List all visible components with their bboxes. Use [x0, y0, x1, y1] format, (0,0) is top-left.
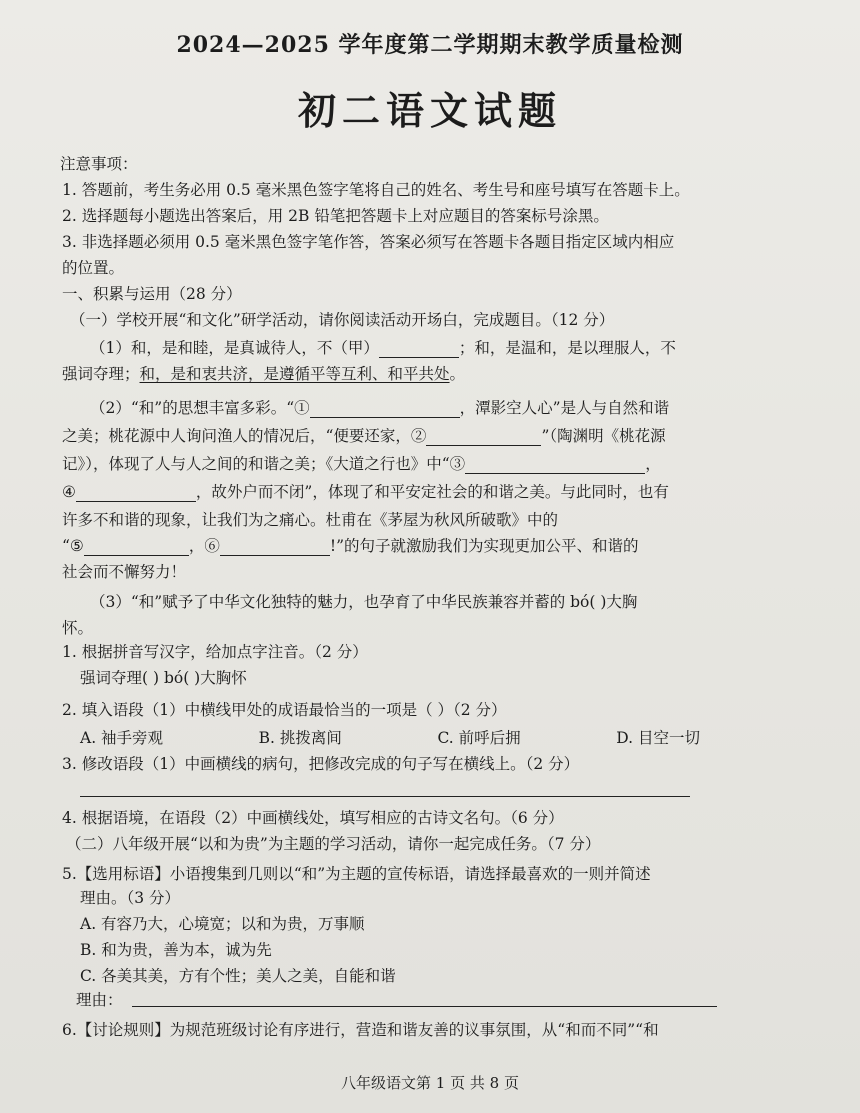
option-c[interactable]: C. 前呼后拥: [437, 729, 521, 747]
blank-3[interactable]: [465, 457, 645, 474]
text: ，⑥: [188, 537, 220, 555]
subject-title: 初二语文试题: [297, 88, 562, 133]
question-5: 5.【选用标语】小语搜集到几则以“和”为主题的宣传标语，请选择最喜欢的一则并简述: [62, 865, 651, 883]
blank-5[interactable]: [84, 539, 189, 556]
question-4: 4. 根据语境，在语段（2）中画横线处，填写相应的古诗文名句。（6 分）: [62, 809, 564, 827]
option-d[interactable]: D. 目空一切: [616, 729, 700, 747]
text: “⑤: [62, 537, 84, 555]
text: 之美；桃花源中人询问渔人的情况后，“便要还家，②: [62, 427, 427, 445]
paragraph-2-line-6: [62, 534, 639, 556]
text: !”的句子就激励我们为实现更加公平、和谐的: [329, 537, 639, 555]
notice-item-3: 3. 非选择题必须用 0.5 毫米黑色签字笔作答，答案必须写在答题卡各题目指定区域内相应: [62, 233, 675, 251]
option-b[interactable]: B. 挑拨离间: [258, 729, 342, 747]
paragraph-3-line-2: 怀。: [62, 619, 94, 637]
paragraph-2-line-5: 许多不和谐的现象，让我们为之痛心。杜甫在《茅屋为秋风所破歌》中的: [62, 511, 559, 529]
question-5-cont: 理由。（3 分）: [80, 889, 181, 907]
text: ”（陶渊明《桃花源: [541, 427, 666, 445]
slogan-option-a[interactable]: A. 有容乃大，心境宽；以和为贵，万事顺: [80, 915, 365, 933]
paragraph-2-line-2: [62, 424, 666, 446]
blank-6[interactable]: [220, 539, 330, 556]
paragraph-1-line-1: [90, 336, 676, 358]
page-footer: 八年级语文第 1 页 共 8 页: [341, 1074, 519, 1092]
paragraph-2-line-4: [62, 480, 669, 502]
slogan-option-b[interactable]: B. 和为贵，善为本，诚为先: [80, 941, 272, 959]
notice-item-3-cont: 的位置。: [62, 259, 125, 277]
text: ；和，是温和，是以理服人，不: [458, 339, 676, 357]
paragraph-2-line-1: [90, 396, 669, 418]
text: ，: [645, 455, 661, 473]
question-2-options: [80, 726, 700, 748]
paragraph-2-line-3: [62, 452, 661, 474]
paragraph-3-line-1: （3）“和”赋予了中华文化独特的魅力，也孕育了中华民族兼容并蓄的 bó( )大胸: [90, 593, 638, 611]
question-1-answers: 强词夺理( ) bó( )大胸怀: [80, 669, 247, 687]
reason-answer-line[interactable]: [132, 1006, 717, 1007]
question-6: 6.【讨论规则】为规范班级讨论有序进行，营造和谐友善的议事氛围，从“和而不同”“和: [62, 1021, 659, 1039]
question-3: 3. 修改语段（1）中画横线的病句，把修改完成的句子写在横线上。（2 分）: [62, 755, 580, 773]
text: （1）和，是和睦，是真诚待人，不（甲）: [90, 339, 379, 357]
paragraph-1-line-2: [62, 362, 465, 384]
notice-item-2: 2. 选择题每小题选出答案后，用 2B 铅笔把答题卡上对应题目的答案标号涂黑。: [62, 207, 609, 225]
text: （2）“和”的思想丰富多彩。“①: [90, 399, 310, 417]
blank-jia[interactable]: [379, 341, 459, 358]
blank-2[interactable]: [426, 429, 541, 446]
text: ，故外户而不闭”，体现了和平安定社会的和谐之美。与此同时，也有: [195, 483, 669, 501]
paragraph-2-line-7: 社会而不懈努力！: [62, 563, 187, 581]
part-2-intro: （二）八年级开展“以和为贵”为主题的学习活动，请你一起完成任务。（7 分）: [66, 835, 601, 853]
notice-item-1: 1. 答题前，考生务必用 0.5 毫米黑色签字笔将自己的姓名、考生号和座号填写在答题卡上。: [62, 181, 690, 199]
notice-title: 注意事项：: [60, 155, 138, 173]
text: 。: [449, 365, 466, 383]
text: 强词夺理；: [62, 365, 140, 383]
blank-1[interactable]: [310, 401, 460, 418]
blank-4[interactable]: [76, 485, 196, 502]
option-a[interactable]: A. 袖手旁观: [80, 729, 164, 747]
text: 记》），体现了人与人之间的和谐之美；《大道之行也》中“③: [62, 455, 466, 473]
slogan-option-c[interactable]: C. 各美其美，方有个性；美人之美，自能和谐: [80, 967, 396, 985]
exam-header: 2024—2025 学年度第二学期期末教学质量检测: [176, 32, 684, 58]
question-1: 1. 根据拼音写汉字，给加点字注音。（2 分）: [62, 643, 368, 661]
section-1-title: 一、积累与运用（28 分）: [62, 285, 242, 303]
part-1-intro: （一）学校开展“和文化”研学活动，请你阅读活动开场白，完成题目。（12 分）: [70, 311, 615, 329]
underlined-sentence: 和，是和衷共济，是遵循平等互利、和平共处: [139, 365, 450, 383]
question-2: 2. 填入语段（1）中横线甲处的成语最恰当的一项是（ ）（2 分）: [62, 701, 507, 719]
reason-label: 理由：: [76, 991, 123, 1009]
question-3-answer-line[interactable]: [80, 796, 690, 797]
text: ，潭影空人心”是人与自然和谐: [459, 399, 670, 417]
text: ④: [62, 483, 76, 501]
